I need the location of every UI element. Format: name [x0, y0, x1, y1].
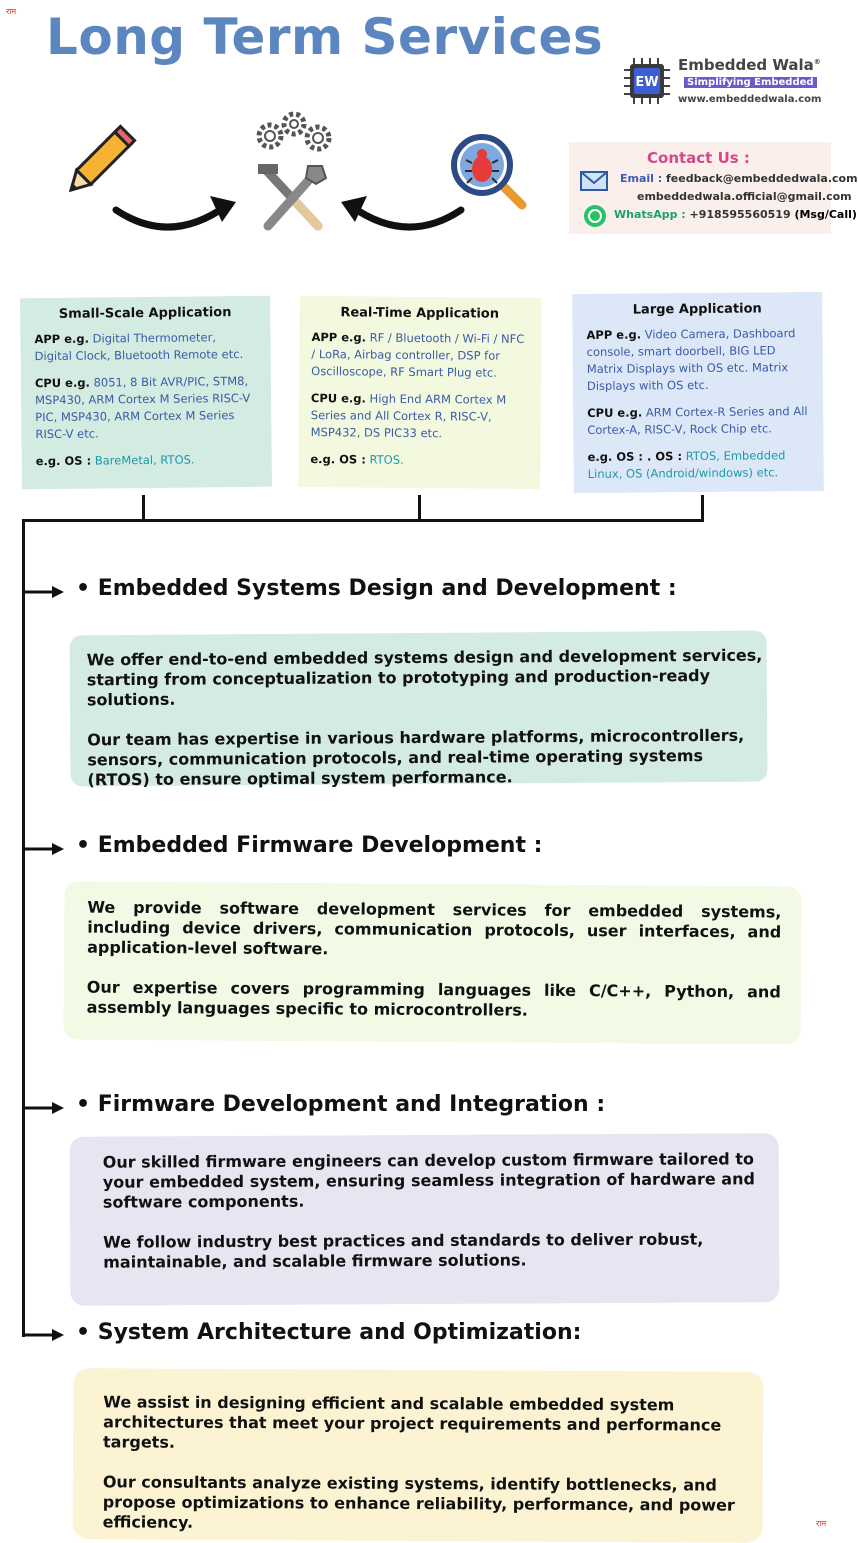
logo-url: www.embeddedwala.com	[678, 94, 822, 105]
gears-icon	[250, 108, 340, 158]
chip-label: EW	[635, 75, 659, 90]
page-title: Long Term Services	[46, 8, 604, 66]
arrow-icon	[22, 1101, 64, 1115]
service-paragraph: We provide software development services for embedded systems, including device drivers, communication protocols, user interfaces, and application-level software.	[87, 897, 782, 959]
service-title: • Embedded Firmware Development :	[76, 833, 543, 858]
corner-mark-bottom: राम	[816, 1519, 827, 1528]
app-card-app: APP e.g. Video Camera, Dashboard console, smart doorbell, BIG LED Matrix Displays with OS etc. Matrix Displays with OS etc.	[586, 326, 796, 393]
service-card	[69, 631, 767, 790]
app-card-large	[572, 292, 824, 493]
app-card-os: e.g. OS : BareMetal, RTOS.	[35, 452, 195, 469]
service-title: • Firmware Development and Integration :	[76, 1092, 606, 1117]
app-card-os: e.g. OS : . OS : RTOS, Embedded Linux, OS (Android/windows) etc.	[587, 448, 786, 481]
service-card	[73, 1368, 764, 1543]
contact-title: Contact Us :	[647, 149, 750, 167]
app-card-cpu: CPU e.g. 8051, 8 Bit AVR/PIC, STM8, MSP430, ARM Cortex M Series RISC-V PIC, MSP430, ARM Cortex M Series RISC-V etc.	[34, 373, 251, 442]
app-card-cpu: CPU e.g. ARM Cortex-R Series and All Cortex-A, RISC-V, Rock Chip etc.	[587, 404, 808, 437]
logo-name: Embedded Wala®	[678, 56, 821, 74]
whatsapp-icon	[583, 204, 607, 228]
connector-line	[142, 495, 145, 522]
service-title: • System Architecture and Optimization:	[76, 1320, 582, 1345]
app-card-app: APP e.g. RF / Bluetooth / Wi-Fi / NFC / LoRa, Airbag controller, DSP for Oscilloscope, RF Smart Plug etc.	[311, 330, 525, 380]
service-paragraph: We follow industry best practices and standards to deliver robust, maintainable, and scalable firmware solutions.	[103, 1229, 704, 1272]
service-paragraph: We assist in designing efficient and scalable embedded system architectures that meet your project requirements and performance targets.	[103, 1392, 722, 1452]
arrow-icon	[22, 842, 64, 856]
app-card-real-time	[298, 296, 542, 489]
service-title: • Embedded Systems Design and Development :	[76, 576, 677, 601]
arrow-left-icon	[333, 188, 468, 238]
app-card-os: e.g. OS : RTOS.	[310, 452, 404, 467]
service-paragraph: Our expertise covers programming languages like C/C++, Python, and assembly languages specific to microcontrollers.	[86, 977, 781, 1020]
tools-icon	[252, 162, 332, 234]
logo	[622, 54, 822, 114]
app-card-cpu: CPU e.g. High End ARM Cortex M Series and All Cortex R, RISC-V, MSP432, DS PIC33 etc.	[310, 391, 507, 441]
app-card-app: APP e.g. Digital Thermometer, Digital Clock, Bluetooth Remote etc.	[34, 330, 244, 364]
connector-line	[418, 495, 421, 522]
contact-whatsapp[interactable]: WhatsApp : +918595560519 (Msg/Call)	[614, 208, 857, 221]
envelope-icon	[579, 168, 609, 192]
contact-email-1[interactable]: Email : feedback@embeddedwala.com	[620, 172, 858, 185]
arrow-right-icon	[110, 188, 245, 238]
timeline-spine	[22, 519, 25, 1337]
chip-icon	[622, 56, 672, 106]
connector-line	[22, 519, 704, 522]
app-card-heading: Large Application	[632, 301, 762, 318]
arrow-icon	[22, 1328, 64, 1342]
contact-email-2[interactable]: embeddedwala.official@gmail.com	[637, 190, 852, 203]
contact-card	[569, 142, 858, 234]
app-card-heading: Small-Scale Application	[58, 305, 232, 322]
app-card-heading: Real-Time Application	[340, 305, 500, 322]
service-card	[70, 1133, 780, 1306]
app-card-small-scale	[20, 296, 272, 490]
service-card	[63, 881, 801, 1044]
logo-tagline: Simplifying Embedded	[684, 77, 817, 88]
connector-line	[701, 495, 704, 522]
service-paragraph: We offer end-to-end embedded systems design and development services, starting from conceptualization to prototyping and production-ready solutions.	[86, 645, 763, 710]
corner-mark-top: राम	[6, 7, 17, 16]
arrow-icon	[22, 585, 64, 599]
service-paragraph: Our skilled firmware engineers can develop custom firmware tailored to your embedded system, ensuring seamless integration of hardware and software components.	[102, 1149, 755, 1212]
service-paragraph: Our consultants analyze existing systems, identify bottlenecks, and propose optimizations to enhance reliability, performance, and power efficiency.	[102, 1472, 735, 1532]
service-paragraph: Our team has expertise in various hardware platforms, microcontrollers, sensors, communication protocols, and real-time operating systems (RTOS) to ensure optimal system performance.	[87, 725, 745, 790]
